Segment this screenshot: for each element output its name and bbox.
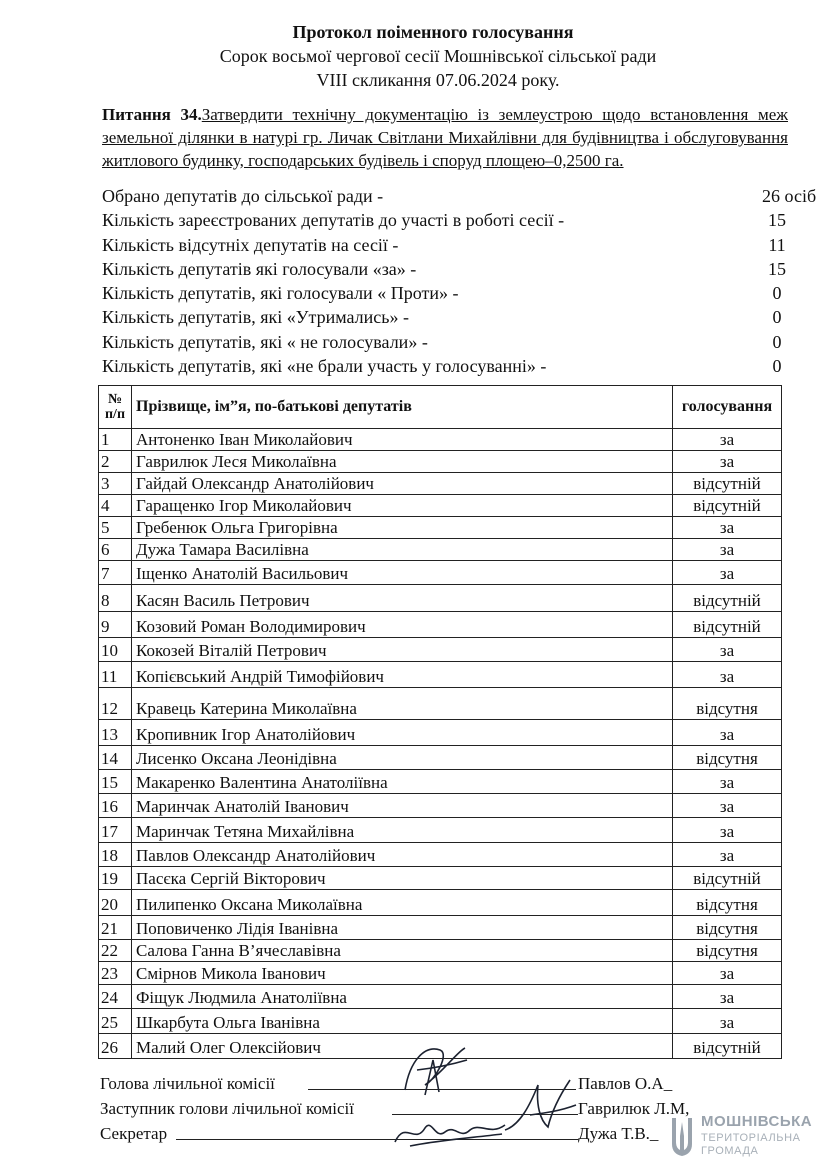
table-row — [99, 638, 782, 662]
logo-line3: ГРОМАДА — [701, 1145, 759, 1157]
cell-name: Маринчак Тетяна Михайлівна — [132, 818, 673, 843]
cell-vote: за — [673, 561, 782, 585]
stat-label: Кількість відсутніх депутатів на сесії - — [102, 234, 399, 255]
table-row — [99, 473, 782, 495]
table-row — [99, 843, 782, 867]
roll-call-table — [98, 385, 782, 1059]
cell-vote: за — [673, 662, 782, 688]
header-name: Прізвище, ім”я, по-батькові депутатів — [132, 386, 673, 429]
cell-vote: відсутня — [673, 890, 782, 916]
cell-name: Пасєка Сергій Вікторович — [132, 867, 673, 890]
table-row — [99, 561, 782, 585]
header-number-line2: п/п — [104, 407, 126, 422]
cell-name: Смірнов Микола Іванович — [132, 962, 673, 985]
cell-name: Маринчак Анатолій Іванович — [132, 794, 673, 818]
cell-name: Кропивник Ігор Анатолійович — [132, 720, 673, 746]
table-row — [99, 585, 782, 612]
cell-vote: відсутній — [673, 473, 782, 495]
cell-name: Макаренко Валентина Анатоліївна — [132, 770, 673, 794]
cell-vote: за — [673, 818, 782, 843]
cell-vote: відсутній — [673, 495, 782, 517]
cell-vote: відсутня — [673, 688, 782, 720]
question-block — [102, 103, 788, 172]
chair-signature-icon — [395, 1040, 475, 1100]
cell-num: 15 — [99, 770, 132, 794]
table-row — [99, 688, 782, 720]
cell-name: Касян Василь Петрович — [132, 585, 673, 612]
secretary-underline — [176, 1138, 578, 1140]
cell-vote: відсутній — [673, 1034, 782, 1059]
cell-name: Антоненко Іван Миколайович — [132, 429, 673, 451]
cell-vote: за — [673, 794, 782, 818]
stat-value: 0 — [772, 331, 782, 352]
cell-name: Дужа Тамара Василівна — [132, 539, 673, 561]
cell-vote: за — [673, 539, 782, 561]
cell-name: Фіщук Людмила Анатоліївна — [132, 985, 673, 1009]
stat-value: 0 — [772, 283, 782, 304]
cell-num: 14 — [99, 746, 132, 770]
table-row — [99, 495, 782, 517]
cell-num: 2 — [99, 451, 132, 473]
trident-icon — [669, 1114, 695, 1158]
cell-name: Іщенко Анатолій Васильович — [132, 561, 673, 585]
stat-row — [102, 281, 792, 305]
table-row — [99, 962, 782, 985]
cell-num: 23 — [99, 962, 132, 985]
stat-label: Кількість депутатів, які «не брали участь у голосуванні» - — [102, 356, 547, 377]
table-row — [99, 612, 782, 638]
stat-label: Кількість депутатів, які «Утримались» - — [102, 307, 409, 328]
logo-line1: МОШНІВСЬКА — [701, 1113, 813, 1130]
cell-name: Кокозей Віталій Петрович — [132, 638, 673, 662]
cell-vote: відсутній — [673, 612, 782, 638]
deputy-name: Гаврилюк Л.М, — [578, 1099, 690, 1118]
secretary-signature-icon — [390, 1110, 510, 1150]
cell-name: Пилипенко Оксана Миколаївна — [132, 890, 673, 916]
cell-name: Кравець Катерина Миколаївна — [132, 688, 673, 720]
table-row — [99, 818, 782, 843]
secretary-name: Дужа Т.В._ — [578, 1124, 659, 1143]
cell-num: 17 — [99, 818, 132, 843]
cell-num: 19 — [99, 867, 132, 890]
stat-value: 15 — [768, 210, 786, 231]
table-row — [99, 940, 782, 962]
question-text: Затвердити технічну документацію із землеустрою щодо встановлення меж земельної ділянки в натурі гр. Личак Світлани Михайлівни для будівництва і обслуговування житлового будинку, господарських будівель і споруд площею–0,2500 га. — [102, 105, 788, 170]
cell-num: 6 — [99, 539, 132, 561]
table-row — [99, 916, 782, 940]
cell-vote: за — [673, 770, 782, 794]
table-row — [99, 1009, 782, 1034]
header-number — [99, 386, 132, 429]
table-row — [99, 890, 782, 916]
vote-statistics — [102, 184, 817, 378]
logo-line2: ТЕРИТОРІАЛЬНА — [701, 1132, 801, 1144]
stat-label: Кількість депутатів, які голосували « Проти» - — [102, 283, 459, 304]
table-row — [99, 429, 782, 451]
community-logo — [665, 1110, 815, 1162]
cell-name: Гребенюк Ольга Григорівна — [132, 517, 673, 539]
cell-vote: за — [673, 843, 782, 867]
cell-num: 21 — [99, 916, 132, 940]
cell-vote: відсутня — [673, 940, 782, 962]
stat-value: 15 — [768, 258, 786, 279]
table-row — [99, 867, 782, 890]
cell-num: 11 — [99, 662, 132, 688]
cell-name: Козовий Роман Володимирович — [132, 612, 673, 638]
stat-value: 26 осіб — [762, 186, 817, 206]
cell-vote: за — [673, 962, 782, 985]
stat-row — [102, 184, 817, 208]
cell-num: 18 — [99, 843, 132, 867]
table-row — [99, 720, 782, 746]
cell-vote: за — [673, 985, 782, 1009]
cell-num: 9 — [99, 612, 132, 638]
cell-num: 3 — [99, 473, 132, 495]
chair-name: Павлов О.А_ — [578, 1074, 673, 1093]
stat-label: Обрано депутатів до сільської ради - — [102, 186, 384, 206]
stat-row — [102, 305, 792, 329]
header-vote: голосування — [673, 386, 782, 429]
cell-num: 26 — [99, 1034, 132, 1059]
cell-name: Гайдай Олександр Анатолійович — [132, 473, 673, 495]
stat-row — [102, 330, 792, 354]
cell-num: 12 — [99, 688, 132, 720]
stat-value: 0 — [772, 356, 782, 377]
table-row — [99, 985, 782, 1009]
cell-num: 24 — [99, 985, 132, 1009]
stat-row — [102, 233, 792, 257]
cell-num: 8 — [99, 585, 132, 612]
stat-label: Кількість депутатів, які « не голосували» - — [102, 331, 428, 352]
stat-label: Кількість зареєстрованих депутатів до участі в роботі сесії - — [102, 210, 565, 231]
stat-value: 11 — [768, 234, 786, 255]
cell-num: 7 — [99, 561, 132, 585]
table-header-row — [99, 386, 782, 429]
cell-vote: за — [673, 638, 782, 662]
cell-vote: відсутня — [673, 916, 782, 940]
deputy-signature-icon — [500, 1075, 580, 1135]
cell-name: Павлов Олександр Анатолійович — [132, 843, 673, 867]
cell-num: 1 — [99, 429, 132, 451]
cell-name: Шкарбута Ольга Іванівна — [132, 1009, 673, 1034]
cell-vote: відсутній — [673, 585, 782, 612]
stat-row — [102, 208, 792, 232]
cell-num: 25 — [99, 1009, 132, 1034]
convocation-line: VIII скликання 07.06.2024 року. — [316, 70, 560, 90]
table-row — [99, 746, 782, 770]
cell-name: Копієвський Андрій Тимофійович — [132, 662, 673, 688]
secretary-role: Секретар — [100, 1124, 168, 1143]
document-title: Протокол поіменного голосування — [292, 22, 574, 42]
table-row — [99, 539, 782, 561]
cell-vote: за — [673, 1009, 782, 1034]
cell-num: 13 — [99, 720, 132, 746]
cell-name: Поповиченко Лідія Іванівна — [132, 916, 673, 940]
table-row — [99, 794, 782, 818]
deputy-role: Заступник голови лічильної комісії — [100, 1099, 355, 1118]
table-row — [99, 451, 782, 473]
header-number-line1: № — [107, 392, 123, 407]
session-line: Сорок восьмої чергової сесії Мошнівської сільської ради — [219, 46, 657, 66]
cell-vote: за — [673, 517, 782, 539]
cell-vote: відсутній — [673, 867, 782, 890]
cell-vote: відсутня — [673, 746, 782, 770]
cell-vote: за — [673, 451, 782, 473]
cell-vote: за — [673, 429, 782, 451]
cell-name: Лисенко Оксана Леонідівна — [132, 746, 673, 770]
chair-role: Голова лічильної комісії — [100, 1074, 275, 1093]
cell-name: Гаращенко Ігор Миколайович — [132, 495, 673, 517]
cell-num: 4 — [99, 495, 132, 517]
stat-value: 0 — [772, 307, 782, 328]
cell-num: 22 — [99, 940, 132, 962]
table-row — [99, 517, 782, 539]
table-row — [99, 662, 782, 688]
cell-num: 20 — [99, 890, 132, 916]
cell-vote: за — [673, 720, 782, 746]
question-label: Питання 34. — [102, 105, 202, 124]
cell-name: Гаврилюк Леся Миколаївна — [132, 451, 673, 473]
stat-label: Кількість депутатів які голосували «за» - — [102, 258, 417, 279]
cell-num: 5 — [99, 517, 132, 539]
cell-name: Салова Ганна В’ячеславівна — [132, 940, 673, 962]
cell-name: Малий Олег Олексійович — [132, 1034, 673, 1059]
table-row — [99, 770, 782, 794]
cell-num: 16 — [99, 794, 132, 818]
stat-row — [102, 354, 792, 378]
cell-num: 10 — [99, 638, 132, 662]
stat-row — [102, 257, 792, 281]
